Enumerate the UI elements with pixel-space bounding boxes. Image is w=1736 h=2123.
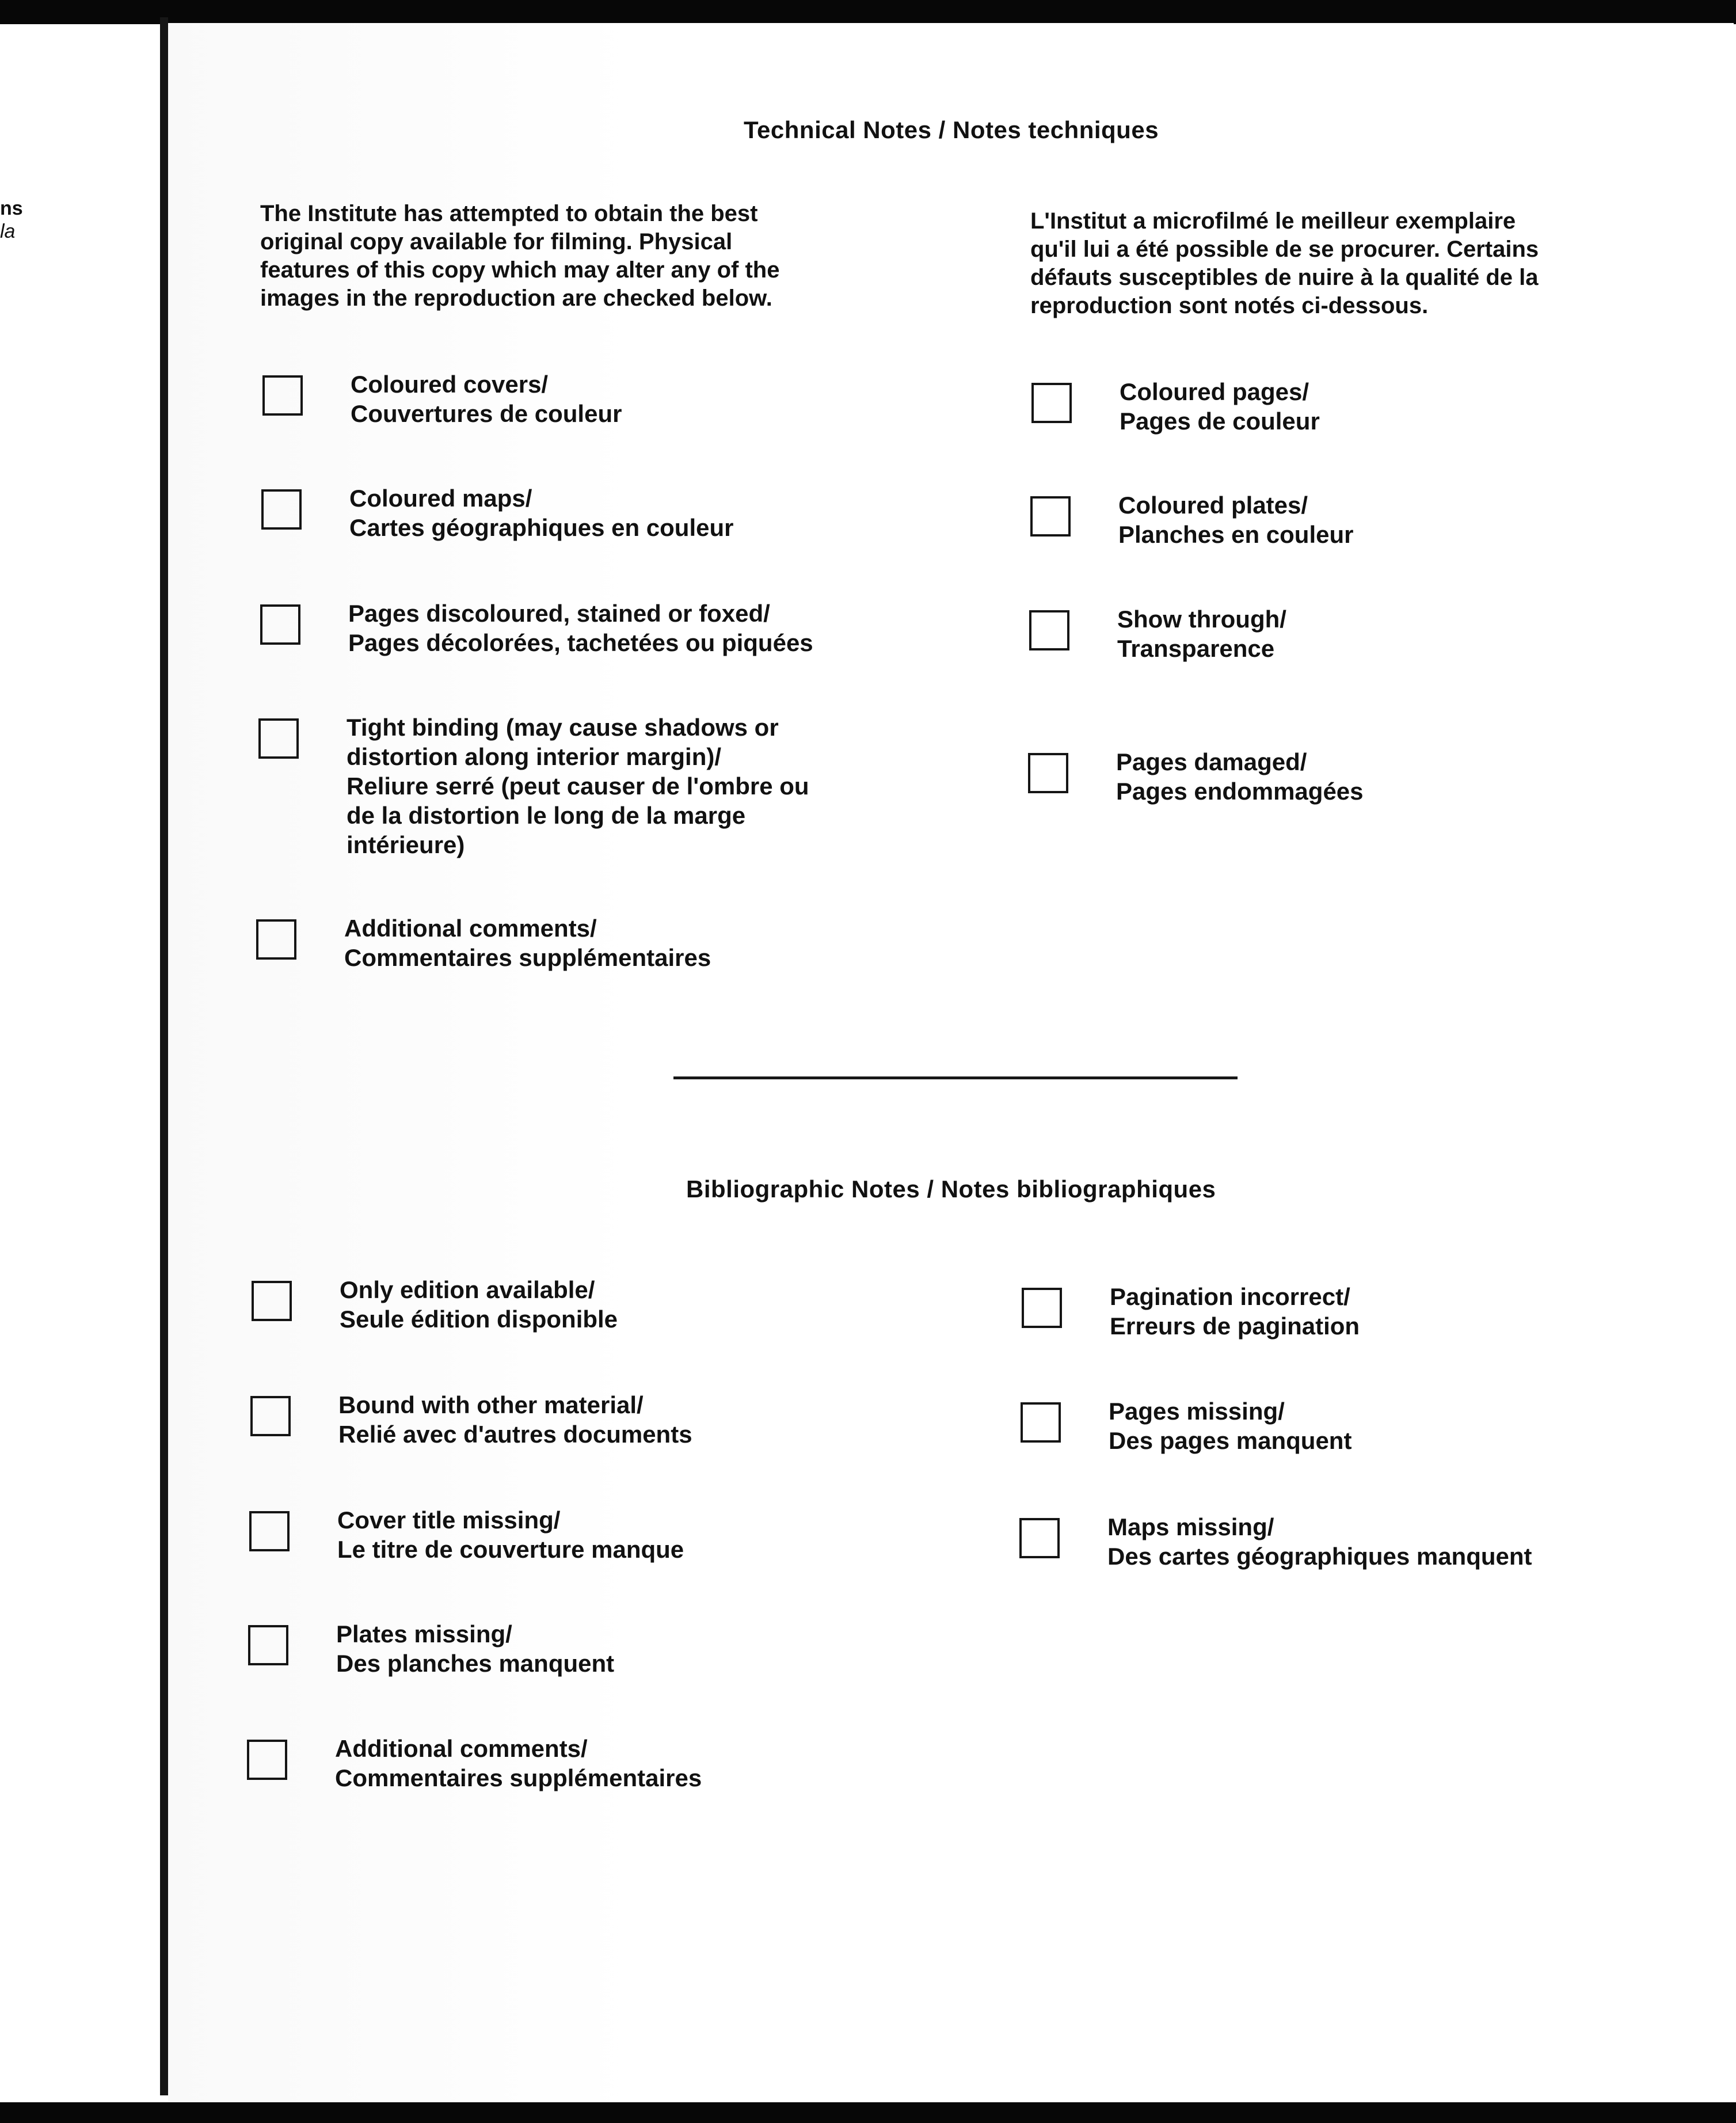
label-line: Additional comments/ — [344, 915, 597, 942]
label-line: Reliure serré (peut causer de l'ombre ou — [347, 773, 809, 800]
label-line: Maps missing/ — [1107, 1513, 1274, 1540]
label-line: Couvertures de couleur — [351, 400, 622, 427]
maps-missing-checkbox[interactable] — [1019, 1518, 1060, 1558]
technical-notes-title: Technical Notes / Notes techniques — [744, 116, 1159, 143]
check-item-label — [336, 1619, 614, 1678]
label-line: Pages missing/ — [1109, 1398, 1285, 1425]
intro-line: qu'il lui a été possible de se procurer. Certains — [1030, 237, 1539, 262]
plates-missing-checkbox[interactable] — [248, 1625, 288, 1665]
check-item-label — [1116, 747, 1364, 806]
intro-line: original copy available for filming. Physical — [260, 229, 733, 254]
intro-line: défauts susceptibles de nuire à la qualité de la — [1030, 265, 1539, 290]
coloured-pages-checkbox[interactable] — [1031, 383, 1072, 423]
label-line: Pages décolorées, tachetées ou piquées — [348, 629, 813, 656]
label-line: Pages endommagées — [1116, 778, 1364, 805]
label-line: Des planches manquent — [336, 1650, 615, 1677]
check-item-label — [337, 1505, 684, 1564]
check-item-label — [348, 599, 813, 657]
check-item-label — [1109, 1397, 1352, 1455]
label-line: Des cartes géographiques manquent — [1107, 1543, 1532, 1570]
check-item-label — [1110, 1282, 1360, 1341]
bibliographic-notes-title: Bibliographic Notes / Notes bibliographiques — [686, 1175, 1216, 1203]
pages-missing-checkbox[interactable] — [1021, 1402, 1061, 1443]
label-line: Plates missing/ — [336, 1620, 512, 1648]
coloured-covers-checkbox[interactable] — [262, 375, 303, 416]
previous-page-strip — [0, 24, 166, 2102]
label-line: Planches en couleur — [1118, 521, 1354, 548]
label-line: Tight binding (may cause shadows or — [347, 714, 779, 741]
label-line: Coloured pages/ — [1120, 378, 1309, 405]
page-left-edge — [160, 17, 168, 2095]
label-line: Only edition available/ — [340, 1276, 595, 1303]
tight-binding-checkbox[interactable] — [258, 718, 299, 759]
fragment-line: ns — [0, 197, 23, 219]
check-item-label — [338, 1390, 692, 1449]
label-line: intérieure) — [347, 831, 465, 858]
label-line: Seule édition disponible — [340, 1306, 618, 1333]
label-line: Pagination incorrect/ — [1110, 1283, 1350, 1310]
check-item-label — [344, 914, 711, 972]
bound-with-other-checkbox[interactable] — [250, 1396, 291, 1436]
label-line: Cover title missing/ — [337, 1506, 561, 1534]
pagination-incorrect-checkbox[interactable] — [1022, 1288, 1062, 1328]
label-line: Transparence — [1117, 635, 1275, 662]
label-line: Pages damaged/ — [1116, 748, 1307, 775]
intro-line: The Institute has attempted to obtain the best — [260, 201, 758, 226]
check-item-label — [1107, 1512, 1532, 1571]
label-line: Commentaires supplémentaires — [335, 1764, 702, 1791]
check-item-label — [335, 1734, 702, 1793]
bibliographic-additional-comments-checkbox[interactable] — [247, 1740, 287, 1780]
coloured-plates-checkbox[interactable] — [1030, 496, 1071, 537]
intro-line: images in the reproduction are checked below. — [260, 286, 772, 311]
technical-additional-comments-checkbox[interactable] — [256, 919, 296, 960]
label-line: Erreurs de pagination — [1110, 1312, 1360, 1340]
check-item-label — [349, 484, 734, 542]
label-line: Cartes géographiques en couleur — [349, 514, 734, 541]
intro-line: L'Institut a microfilmé le meilleur exemplaire — [1030, 208, 1516, 234]
cover-title-missing-checkbox[interactable] — [249, 1511, 290, 1551]
bottom-film-border — [0, 2102, 1736, 2123]
label-line: distortion along interior margin)/ — [347, 743, 721, 770]
check-item-label — [351, 370, 622, 428]
check-item-label — [340, 1275, 618, 1334]
technical-intro-english — [260, 200, 779, 313]
previous-page-text-fragment — [0, 197, 23, 243]
technical-intro-french — [1030, 207, 1539, 320]
label-line: Relié avec d'autres documents — [338, 1421, 692, 1448]
label-line: Pages discoloured, stained or foxed/ — [348, 600, 770, 627]
label-line: Show through/ — [1117, 606, 1286, 633]
pages-damaged-checkbox[interactable] — [1028, 753, 1068, 793]
check-item-label — [1120, 377, 1320, 436]
notes-sheet — [168, 23, 1734, 2101]
label-line: Le titre de couverture manque — [337, 1536, 684, 1563]
label-line: Coloured maps/ — [349, 485, 532, 512]
check-item-label — [347, 713, 809, 859]
label-line: Des pages manquent — [1109, 1427, 1352, 1454]
label-line: Additional comments/ — [335, 1735, 588, 1762]
intro-line: reproduction sont notés ci-dessous. — [1030, 293, 1429, 318]
fragment-line: la — [0, 220, 16, 242]
label-line: Coloured plates/ — [1118, 492, 1308, 519]
show-through-checkbox[interactable] — [1029, 610, 1069, 650]
label-line: Coloured covers/ — [351, 371, 549, 398]
label-line: Pages de couleur — [1120, 408, 1320, 435]
pages-discoloured-checkbox[interactable] — [260, 604, 300, 645]
label-line: Bound with other material/ — [338, 1391, 644, 1418]
only-edition-checkbox[interactable] — [252, 1281, 292, 1321]
section-divider — [673, 1076, 1238, 1079]
check-item-label — [1117, 604, 1286, 663]
label-line: Commentaires supplémentaires — [344, 944, 711, 971]
check-item-label — [1118, 490, 1353, 549]
top-film-border — [0, 0, 1736, 24]
intro-line: features of this copy which may alter any of the — [260, 257, 780, 283]
label-line: de la distortion le long de la marge — [347, 802, 746, 829]
coloured-maps-checkbox[interactable] — [261, 489, 302, 530]
